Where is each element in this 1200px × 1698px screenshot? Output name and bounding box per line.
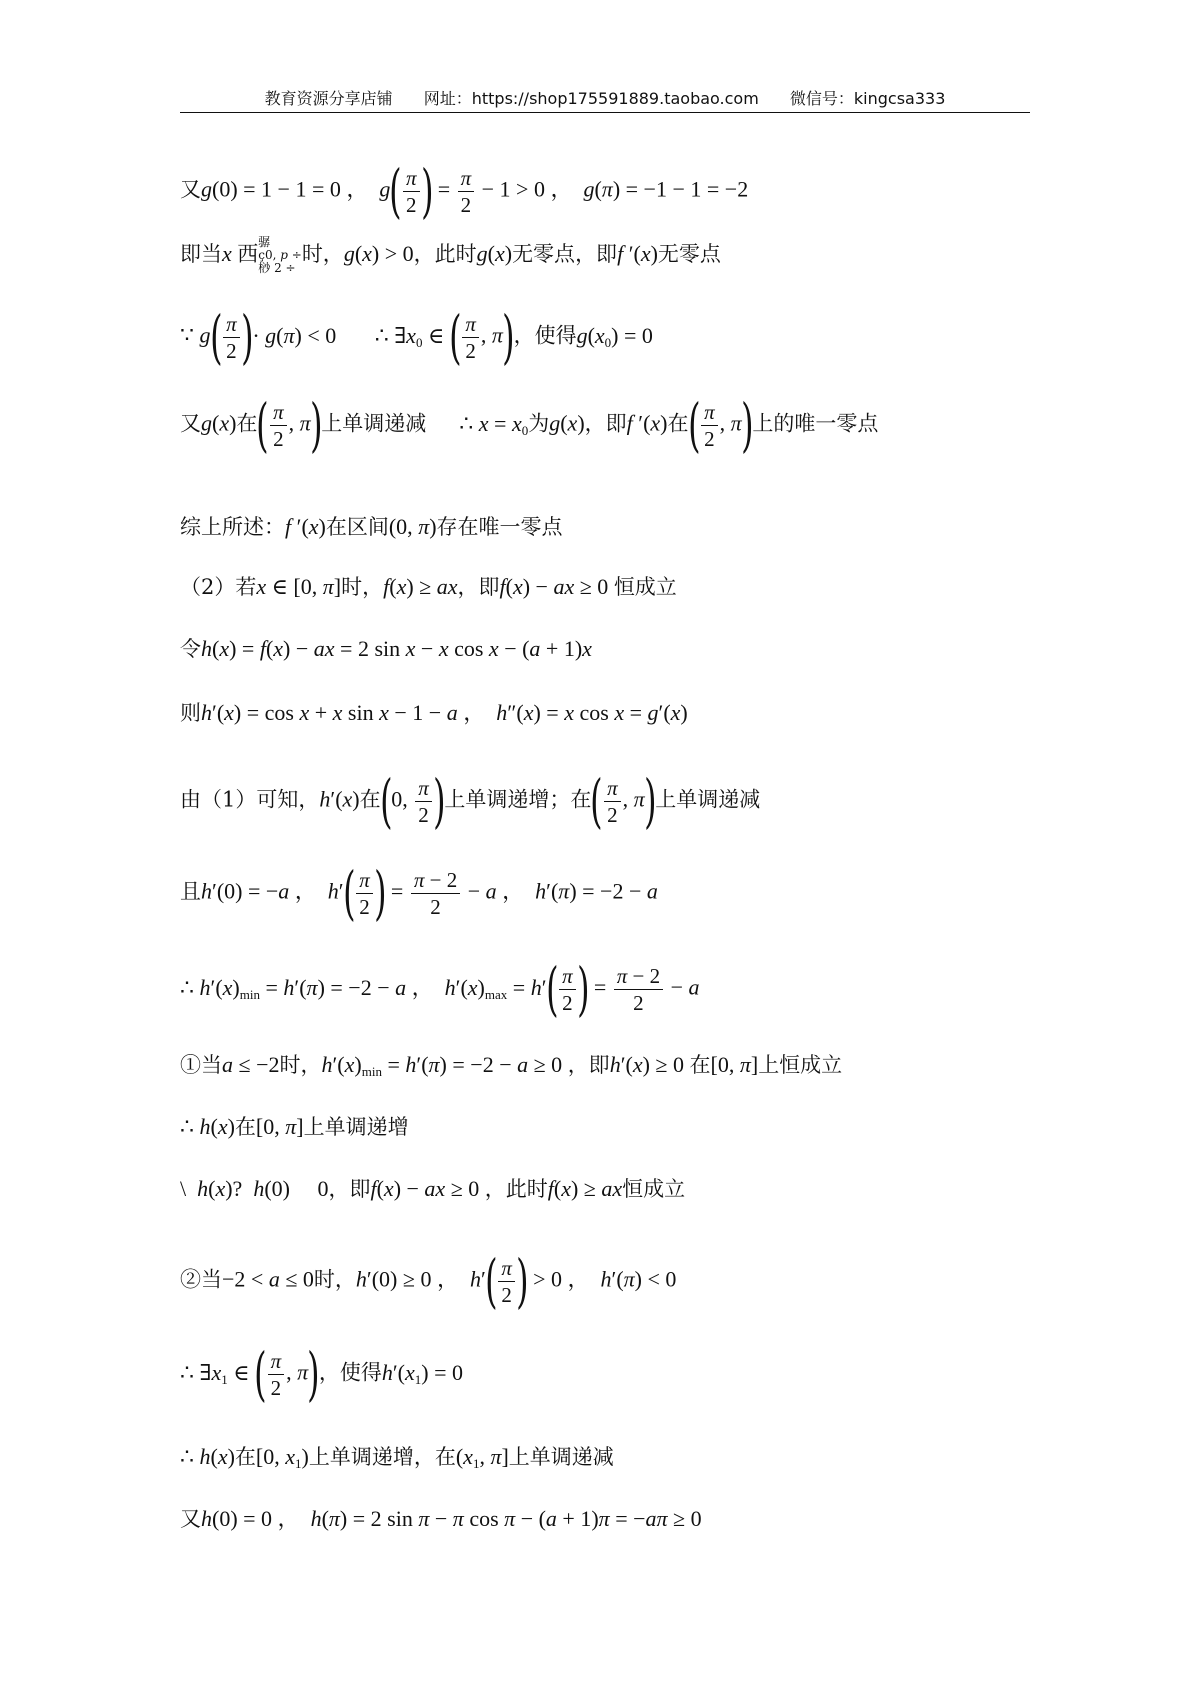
garbled-symbol: 骣 ç0, p ÷ 桫 2 ÷: [258, 235, 302, 275]
header-rule: [180, 112, 1030, 113]
line-h-monotonic-x1: ∴ h(x)在[0, $x_1$)上单调递增，在($x_1$, π]上单调递减: [180, 1444, 614, 1471]
page-header: [180, 86, 1030, 112]
line-h-endpoints: 又h(0) = 0 ， h(π) = 2 sin π − π cos π − (a + 1)π = −aπ ≥ 0: [180, 1506, 702, 1531]
header-shop: 教育资源分享店铺: [264, 89, 393, 108]
line-unique-zero: 又g(x)在( $\frac{\pi}{2}$ , π)上单调递减 ∴ $x = x_0$为g(x)，即f ′(x)在( $\frac{\pi}{2}$ , π)上的唯一零点: [180, 391, 879, 459]
line-define-h: 令h(x) = f(x) − ax = 2 sin x − x cos x − (a + 1)x: [180, 636, 592, 661]
line-exists-x0: ∵ g( $\frac{\pi}{2}$ )· g(π) < 0 ∴ $\exists x_0$ ∈ ( $\frac{\pi}{2}$ , π)，使得$g(x_0) = 0$: [180, 303, 653, 371]
header-wechat: 微信号：kingcsa333: [789, 89, 946, 108]
header-site: 网址：https://shop175591889.taobao.com: [423, 89, 759, 108]
line-exists-x1: ∴ $\exists x_1$ ∈ ( $\frac{\pi}{2}$ , π)，使得$h'(x_1) = 0$: [180, 1340, 463, 1408]
line-h-increasing: ∴ h(x)在[0, π]上单调递增: [180, 1114, 409, 1139]
line-case1: ①当a ≤ −2时，$h'(x)_{min} = h'(\pi) = -2 - a \ge 0$ ，即h′(x) ≥ 0 在[0, π]上恒成立: [180, 1052, 843, 1079]
line-case1-conclusion: \ h(x)? h(0) 0，即f(x) − ax ≥ 0 ，此时f(x) ≥ ax恒成立: [180, 1176, 686, 1201]
line-monotonic: 由（1）可知，h′(x)在(0, $\frac{\pi}{2}$ )上单调递增；在( $\frac{\pi}{2}$ , π)上单调递减: [180, 767, 761, 835]
line-summary: 综上所述：f ′(x)在区间(0, π)存在唯一零点: [180, 514, 563, 539]
line-h-derivative: 则h′(x) = cos x + x sin x − 1 − a ， h″(x) = x cos x = g′(x): [180, 700, 688, 725]
line-case2: ②当−2 < a ≤ 0时，h′(0) ≥ 0 ， h′( $\frac{\pi}{2}$ ) > 0 ， h′(π) < 0: [180, 1247, 677, 1315]
line-zero-interval: 即当x 西骣 ç0, p ÷ 桫 2 ÷时，g(x) > 0，此时g(x)无零点，即f ′(x)无零点: [180, 235, 721, 275]
line-min-max: ∴ $h'(x)_{min} = h'(\pi) = -2 - a$ ， $h'(x)_{max} = h'$( $\frac{\pi}{2}$ ) = $\frac{\pi - 2}{2}$ − a: [180, 955, 700, 1023]
line-part2: （2）若x ∈ [0, π]时，f(x) ≥ ax，即f(x) − ax ≥ 0 恒成立: [180, 574, 677, 599]
line-g-values: 又g(0) = 1 − 1 = 0 ， g( $\frac{\pi}{2}$ ) = $\frac{\pi}{2}$ − 1 > 0 ， g(π) = −1 − 1 = −2: [180, 157, 749, 225]
line-hprime-values: 且h′(0) = −a ， h′( $\frac{\pi}{2}$ ) = $\frac{\pi - 2}{2}$ − a ， h′(π) = −2 − a: [180, 859, 658, 927]
